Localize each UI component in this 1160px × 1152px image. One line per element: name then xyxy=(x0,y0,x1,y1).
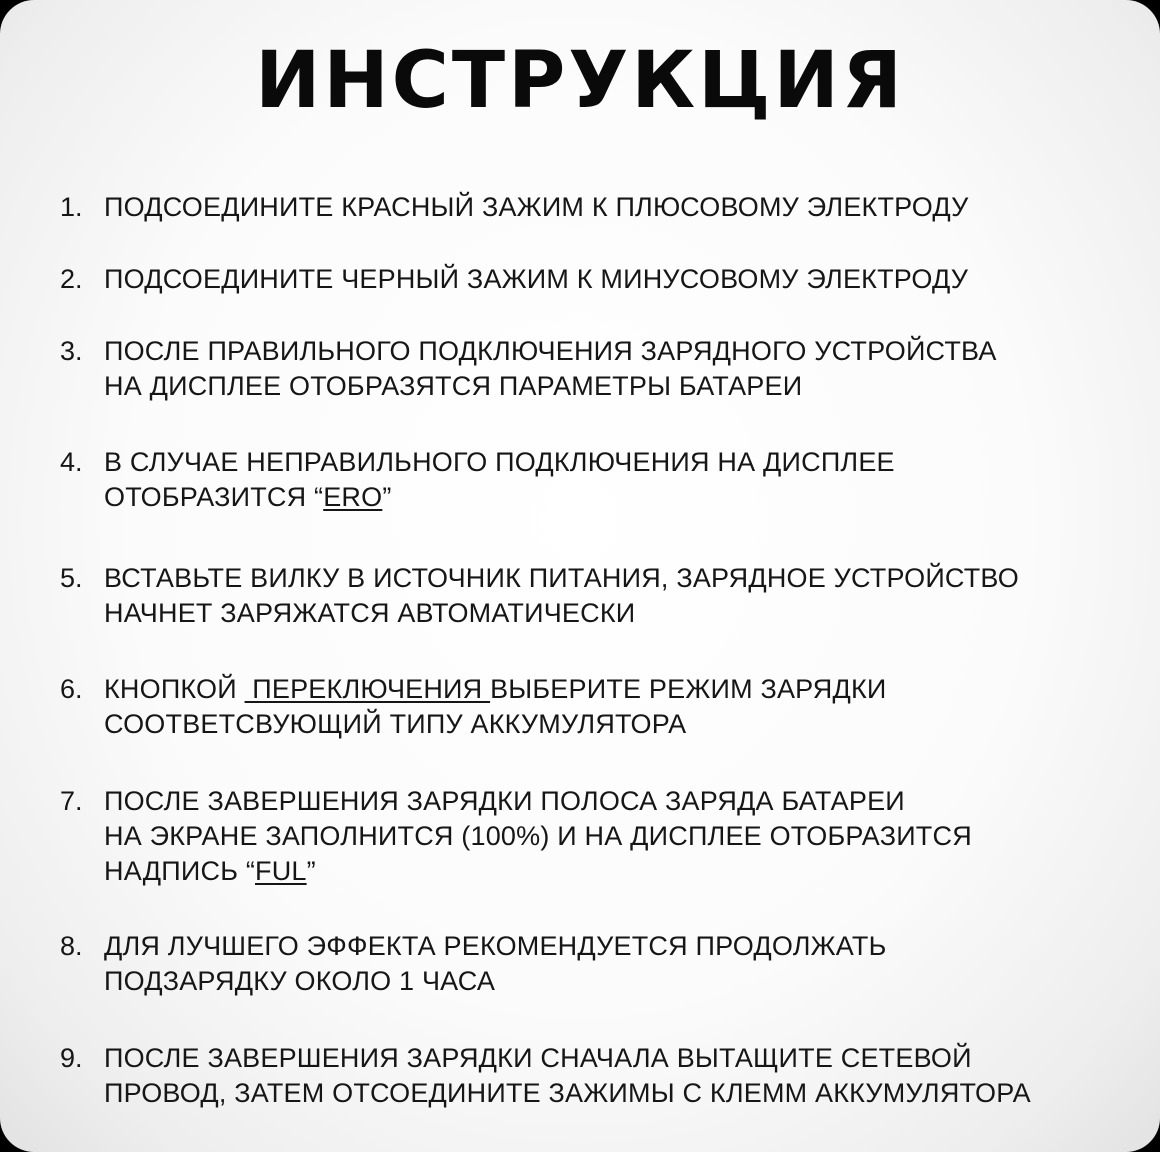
step-line xyxy=(104,480,1120,515)
step-line: ПОДСОЕДИНИТЕ КРАСНЫЙ ЗАЖИМ К ПЛЮСОВОМУ ЭЛЕКТРОДУ xyxy=(104,192,969,222)
step-line: ПОСЛЕ ЗАВЕРШЕНИЯ ЗАРЯДКИ СНАЧАЛА ВЫТАЩИТЕ СЕТЕВОЙ xyxy=(104,1043,972,1073)
step-text-part: ВЫБЕРИТЕ РЕЖИМ ЗАРЯДКИ xyxy=(490,674,887,704)
step-line: ПОСЛЕ ПРАВИЛЬНОГО ПОДКЛЮЧЕНИЯ ЗАРЯДНОГО УСТРОЙСТВА xyxy=(104,336,997,366)
step-number: 5. xyxy=(60,563,83,593)
step-text xyxy=(104,929,1120,999)
step-number: 4. xyxy=(60,447,83,477)
step-4 xyxy=(60,445,1120,515)
step-text xyxy=(104,334,1120,404)
step-text xyxy=(104,445,1120,515)
step-text xyxy=(104,190,1120,225)
step-line: В СЛУЧАЕ НЕПРАВИЛЬНОГО ПОДКЛЮЧЕНИЯ НА ДИСПЛЕЕ xyxy=(104,447,895,477)
step-number: 2. xyxy=(60,264,83,294)
step-line: НА ЭКРАНЕ ЗАПОЛНИТСЯ (100%) И НА ДИСПЛЕЕ ОТОБРАЗИТСЯ xyxy=(104,821,972,851)
step-line: СООТВЕТСВУЮЩИЙ ТИПУ АККУМУЛЯТОРА xyxy=(104,709,687,739)
step-2 xyxy=(60,262,1120,297)
step-text xyxy=(104,784,1120,889)
step-line: ДЛЯ ЛУЧШЕГО ЭФФЕКТА РЕКОМЕНДУЕТСЯ ПРОДОЛЖАТЬ xyxy=(104,931,887,961)
error-code: ERO xyxy=(323,482,383,512)
step-line: НА ДИСПЛЕЕ ОТОБРАЗЯТСЯ ПАРАМЕТРЫ БАТАРЕИ xyxy=(104,371,803,401)
step-line: ПОСЛЕ ЗАВЕРШЕНИЯ ЗАРЯДКИ ПОЛОСА ЗАРЯДА БАТАРЕИ xyxy=(104,786,905,816)
step-number: 9. xyxy=(60,1043,83,1073)
switch-button-label: ПЕРЕКЛЮЧЕНИЯ xyxy=(244,674,491,704)
step-1 xyxy=(60,190,1120,225)
step-5 xyxy=(60,561,1120,631)
steps-list xyxy=(60,190,1120,1111)
step-number: 1. xyxy=(60,192,83,222)
step-line: ВСТАВЬТЕ ВИЛКУ В ИСТОЧНИК ПИТАНИЯ, ЗАРЯДНОЕ УСТРОЙСТВО xyxy=(104,563,1019,593)
step-number: 7. xyxy=(60,786,83,816)
step-6 xyxy=(60,672,1120,742)
step-7 xyxy=(60,784,1120,889)
step-number: 3. xyxy=(60,336,83,366)
step-text xyxy=(104,1041,1120,1111)
full-code: FUL xyxy=(255,856,307,886)
page-title: ИНСТРУКЦИЯ xyxy=(255,36,905,126)
step-3 xyxy=(60,334,1120,404)
step-text xyxy=(104,561,1120,631)
step-text xyxy=(104,672,1120,742)
step-text-part: ОТОБРАЗИТСЯ “ xyxy=(104,482,324,512)
step-line: НАЧНЕТ ЗАРЯЖАТСЯ АВТОМАТИЧЕСКИ xyxy=(104,598,636,628)
step-line: ПОДСОЕДИНИТЕ ЧЕРНЫЙ ЗАЖИМ К МИНУСОВОМУ ЭЛЕКТРОДУ xyxy=(104,264,969,294)
step-line: ПОДЗАРЯДКУ ОКОЛО 1 ЧАСА xyxy=(104,966,496,996)
step-line: ПРОВОД, ЗАТЕМ ОТСОЕДИНИТЕ ЗАЖИМЫ С КЛЕММ АККУМУЛЯТОРА xyxy=(104,1078,1031,1108)
step-line xyxy=(104,854,1120,889)
step-text-part: НАДПИСЬ “ xyxy=(104,856,256,886)
step-line xyxy=(104,672,1120,707)
step-8 xyxy=(60,929,1120,999)
step-9 xyxy=(60,1041,1120,1111)
step-text-part: ” xyxy=(306,856,316,886)
step-text-part: ” xyxy=(382,482,392,512)
step-text-part: КНОПКОЙ xyxy=(104,674,245,704)
step-number: 6. xyxy=(60,674,83,704)
step-number: 8. xyxy=(60,931,83,961)
step-text xyxy=(104,262,1120,297)
